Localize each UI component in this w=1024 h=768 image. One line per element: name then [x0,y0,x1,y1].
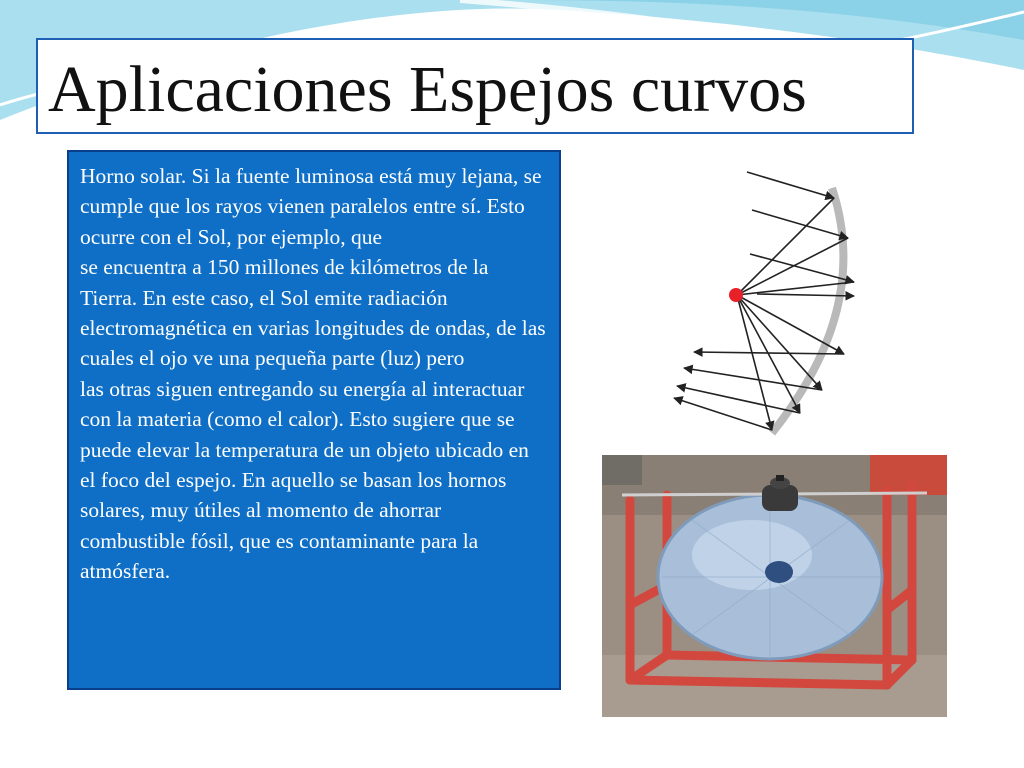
title-box [36,38,914,134]
slide-title: Aplicaciones Espejos curvos [48,53,807,126]
paragraph-1: Horno solar. Si la fuente luminosa está muy lejana, se cumple que los rayos vienen paralelos entre sí. Esto ocurre con el Sol, por ejemplo, que [80,164,542,249]
concave-mirror-ray-diagram [672,158,872,440]
paragraph-2: se encuentra a 150 millones de kilómetros de la Tierra. En este caso, el Sol emite radiación electromagnética en varias longitudes de ondas, de las cuales el ojo ve una pequeña parte (luz) pero [80,255,546,371]
focus-point [729,288,743,302]
solar-oven-text-box [67,150,561,690]
paragraph-3: las otras siguen entregando su energía al interactuar con la materia (como el calor). Esto sugiere que se puede elevar la temperatura de un objeto ubicado en el foco del espejo. En aquello se basan los hornos solares, muy útiles al momento de ahorrar combustible fósil, que es contaminante para la atmósfera. [80,376,529,584]
solar-oven-photo [602,455,947,717]
